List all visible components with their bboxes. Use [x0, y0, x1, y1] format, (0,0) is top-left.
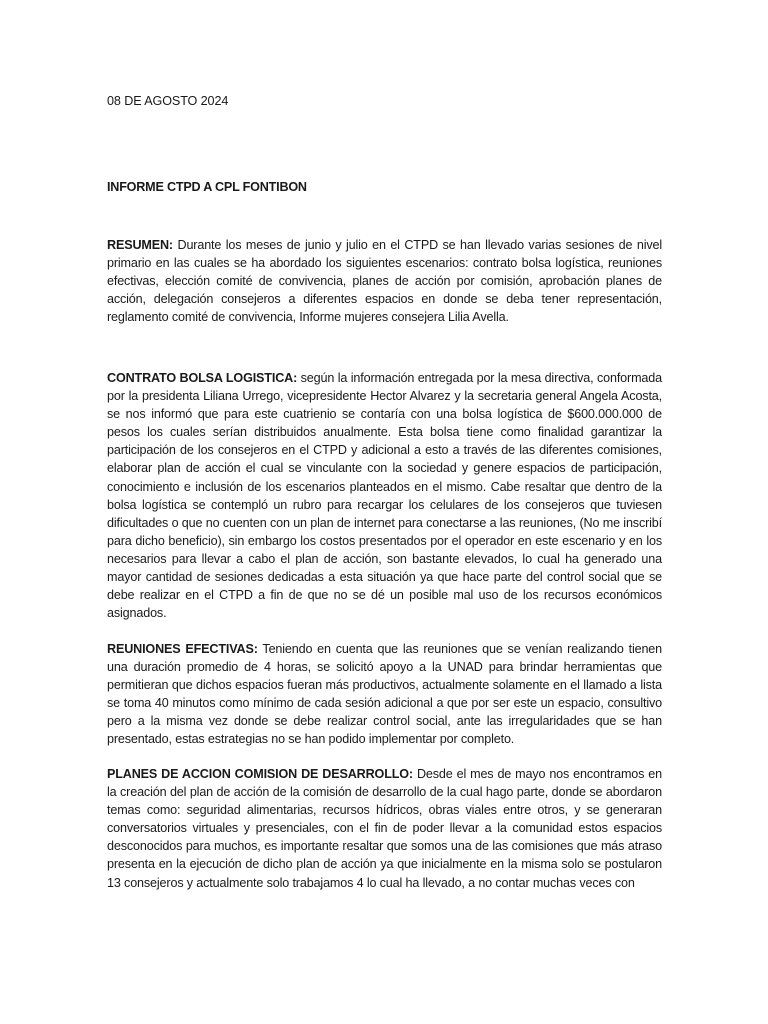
section-body: Desde el mes de mayo nos encontramos en la creación del plan de acción de la comisión de desarrollo de la cual hago parte, donde se abordaron temas como: seguridad alimentarias, recursos hídricos, obras viales entre otros, y se generaran conversatorios virtuales y presenciales, con el fin de poder llevar a la comunidad estos espacios desconocidos para muchos, es importante resaltar que somos una de las comisiones que más atraso presenta en la ejecución de dicho plan de acción ya que inicialmente en la misma solo se postularon 13 consejeros y actualmente solo trabajamos 4 lo cual ha llevado, a no contar muchas veces con: [107, 767, 663, 890]
section-heading: RESUMEN:: [107, 238, 173, 252]
document-title: INFORME CTPD A CPL FONTIBON: [107, 180, 307, 194]
document-page: [107, 0, 662, 1024]
section-heading: REUNIONES EFECTIVAS:: [107, 642, 258, 656]
section-planes-de-accion: [107, 765, 662, 892]
section-body: Teniendo en cuenta que las reuniones que se venían realizando tienen una duración promedio de 4 horas, se solicitó apoyo a la UNAD para brindar herramientas que permitieran que dichos espacios fueran más productivos, actualmente solamente en el llamado a lista se toma 40 minutos como mínimo de cada sesión adicional a que por ser este un espacio, consultivo pero a la misma vez donde se debe realizar control social, ante las irregularidades que se han presentado, estas estrategias no se han podido implementar por completo.: [107, 642, 663, 747]
section-resumen: [107, 236, 662, 326]
section-reuniones-efectivas: [107, 640, 662, 749]
document-date: 08 DE AGOSTO 2024: [107, 94, 229, 108]
section-contrato-bolsa-logistica: [107, 369, 662, 622]
section-body: Durante los meses de junio y julio en el CTPD se han llevado varias sesiones de nivel primario en las cuales se ha abordado los siguientes escenarios: contrato bolsa logística, reuniones efectivas, elección comité de convivencia, planes de acción por comisión, aprobación planes de acción, delegación consejeros a diferentes espacios en donde se deba tener representación, reglamento comité de convivencia, Informe mujeres consejera Lilia Avella.: [107, 238, 662, 325]
section-heading: PLANES DE ACCION COMISION DE DESARROLLO:: [107, 767, 413, 781]
section-heading: CONTRATO BOLSA LOGISTICA:: [107, 371, 298, 385]
section-body: según la información entregada por la mesa directiva, conformada por la presidenta Liliana Urrego, vicepresidente Hector Alvarez y la secretaria general Angela Acosta, se nos informó que para este cuatrienio se contaría con una bolsa logística de $600.000.000 de pesos los cuales serían distribuidos anualmente. Esta bolsa tiene como finalidad garantizar la participación de los consejeros en el CTPD y adicional a esto a través de las diferentes comisiones, elaborar plan de acción el cual se vinculante con la sociedad y genere espacios de participación, conocimiento e inclusión de los escenarios planteados en el mismo. Cabe resaltar que dentro de la bolsa logística se contempló un rubro para recargar los celulares de los consejeros que tuviesen dificultades o que no cuenten con un plan de internet para conectarse a las reuniones, (No me inscribí para dicho beneficio), sin embargo los costos presentados por el operador en este escenario y en los necesarios para llevar a cabo el plan de acción, son bastante elevados, lo cual ha generado una mayor cantidad de sesiones dedicadas a esta situación ya que hace parte del control social que se debe realizar en el CTPD a fin de que no se dé un posible mal uso de los recursos económicos asignados.: [107, 371, 662, 621]
